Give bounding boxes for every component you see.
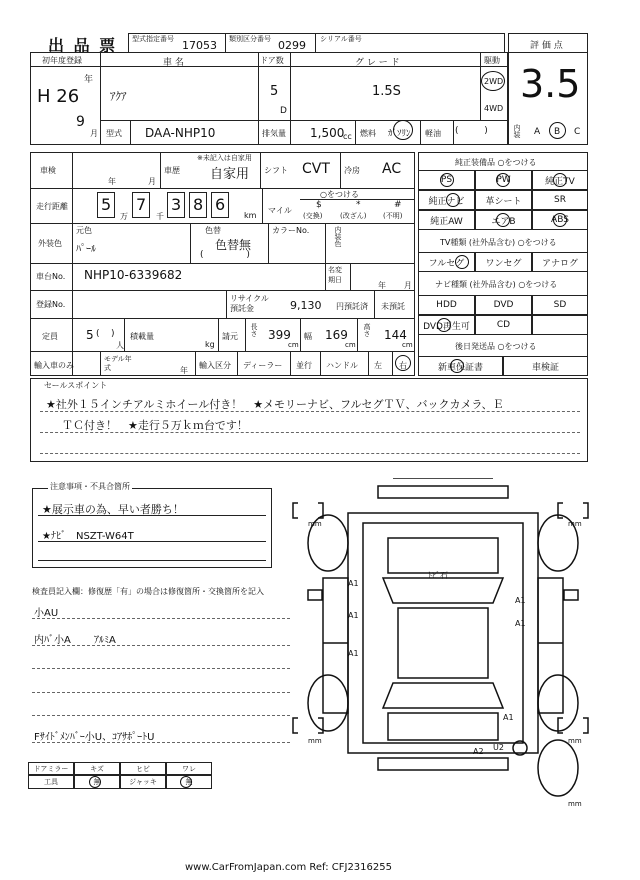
equip-navi: 純正ナビ <box>418 190 475 210</box>
reg-label: 登録No. <box>36 300 66 309</box>
chassis-value: NHP10-6339682 <box>84 268 183 282</box>
person-unit: 人 <box>116 341 124 350</box>
model-year-label: モデル年式 <box>104 355 132 372</box>
sheet-title: 出 品 票 <box>48 36 118 55</box>
recycle-status: 円預託済 <box>336 302 368 311</box>
import-dealer: ディーラー <box>243 361 283 370</box>
equip-tv-circle <box>553 173 567 187</box>
drive-2wd-circle <box>481 71 505 91</box>
import-cat-label: 輸入区分 <box>199 361 231 370</box>
category-value: 0299 <box>278 39 306 52</box>
tool-value: 無 <box>74 775 120 789</box>
meter-check-label: ○をつける <box>320 190 359 199</box>
tool-label: 工具 <box>28 775 74 789</box>
car-damage-diagram <box>288 478 598 808</box>
type-cert-label: 型式指定番号 <box>132 35 174 43</box>
mile-label: マイル <box>268 206 292 215</box>
later-warranty-circle <box>450 359 464 373</box>
jack-value: 無 <box>166 775 212 789</box>
inspection-year-unit: 年 <box>108 177 116 186</box>
diagram-label-a1-2: A1 <box>515 596 526 605</box>
height-cm: cm <box>402 341 413 349</box>
handle-left: 左 <box>374 361 382 370</box>
diagram-label-a1-3: A1 <box>348 611 359 620</box>
color-label: 外装色 <box>38 239 62 248</box>
notes-label: 注意事項・不具合箇所 <box>50 482 130 491</box>
car-name-label: 車 名 <box>163 58 184 68</box>
height-value: 144 <box>384 328 407 342</box>
month-unit: 月 <box>90 129 98 138</box>
inspector-line2: 内ﾊﾞ小A ｱﾙﾐA <box>34 635 116 646</box>
car-name-value: ｱｸｱ <box>110 90 127 103</box>
length-value: 399 <box>268 328 291 342</box>
length-label: 長さ <box>250 323 258 337</box>
kg-unit: kg <box>205 340 215 349</box>
equip-aw: 純正AW <box>418 210 475 230</box>
shift-label: シフト <box>264 166 288 175</box>
tool-value-circle <box>89 776 101 788</box>
fuel-circle <box>393 120 413 140</box>
ac-value: AC <box>382 161 402 177</box>
category-label: 類別区分番号 <box>229 35 271 43</box>
sales-point-line2: ＴＣ付き！ ★走行５万ｋｍ台です！ <box>62 419 248 432</box>
height-label: 高さ <box>363 323 371 337</box>
handle-label: ハンドル <box>326 361 358 370</box>
diagram-label-a1-6: A1 <box>503 713 514 722</box>
year-unit: 年 <box>84 75 94 85</box>
diagram-mm-rl: mm <box>308 737 322 745</box>
model-value: DAA-NHP10 <box>145 126 216 140</box>
sales-point-line1: ★社外１５インチアルミホイール付き！ ★メモリーナビ、フルセグＴＶ、バックカメラ、Ｅ <box>46 398 504 411</box>
interior-a: A <box>534 127 541 137</box>
color-change-value: 色替無 <box>215 238 252 252</box>
diagram-mm-spare: mm <box>568 800 582 808</box>
color-no-label: カラーNo. <box>272 226 310 235</box>
equip-abs-circle <box>553 213 567 227</box>
drive-4wd: 4WD <box>484 104 504 113</box>
capacity-label: 定員 <box>42 332 58 341</box>
score-label: 評 価 点 <box>530 41 563 51</box>
equip-tv: 純正TV <box>532 170 588 190</box>
handle-right: 右 <box>399 361 407 370</box>
recycle-label: リサイクル預託金 <box>230 294 269 313</box>
displacement-label: 排気量 <box>262 129 286 138</box>
navi-label: ナビ種類 (社外品含む) ○をつける <box>435 280 558 289</box>
sales-point-label: セールスポイント <box>44 381 108 390</box>
equip-ps-circle <box>440 173 454 187</box>
navi-sd: SD <box>532 295 588 315</box>
diagram-mm-rr: mm <box>568 737 582 745</box>
later-label: 後日発送品 ○をつける <box>455 342 537 351</box>
scratch-label: キズ <box>74 762 120 775</box>
diagram-label-a1-5: A1 <box>348 649 359 658</box>
first-reg-month: 9 <box>76 114 85 130</box>
usage-note: ※未記入は自家用 <box>197 154 252 162</box>
break-label: ワレ <box>166 762 212 775</box>
diagram-mm-fr: mm <box>568 520 582 528</box>
equip-sr: SR <box>532 190 588 210</box>
jack-value-circle <box>180 776 192 788</box>
width-cm: cm <box>345 341 356 349</box>
equip-airbag: エアB <box>475 210 532 230</box>
diagram-label-a2: A2 <box>473 747 484 756</box>
notes-line1: ★展示車の為、早い者勝ち！ <box>42 503 184 516</box>
name-change-label: 名変期日 <box>328 266 342 284</box>
mileage-digit-3: 3 <box>171 195 182 214</box>
color-change-label: 色替 <box>205 226 221 235</box>
mileage-label: 走行距離 <box>36 202 68 211</box>
chassis-label: 車台No. <box>36 272 66 281</box>
drive-2wd: 2WD <box>484 77 504 86</box>
drive-label: 駆動 <box>484 56 500 65</box>
door-mirror-label: ドアミラー <box>28 762 74 775</box>
tv-full-circle <box>455 255 469 269</box>
interior-color-label: 内装色 <box>334 226 342 247</box>
navi-cd: CD <box>475 315 532 335</box>
later-inspection-cert: 車検証 <box>503 356 588 376</box>
tv-full: フルセグ <box>418 252 475 272</box>
meter-swap-label: (交換) <box>303 212 323 220</box>
fuel-label: 燃料 <box>360 129 376 138</box>
diagram-mm-fl: mm <box>308 520 322 528</box>
navi-dvd: DVD <box>475 295 532 315</box>
orig-color-value: ﾊﾟｰﾙ <box>76 244 96 255</box>
equip-abs: ABS <box>532 210 588 230</box>
displacement-value: 1,500 <box>310 126 345 140</box>
import-label: 輸入車のみ <box>34 361 74 370</box>
mileage-digit-5: 6 <box>215 195 226 214</box>
capacity-paren: ( ) <box>96 329 115 339</box>
model-label: 型式 <box>106 129 122 138</box>
mileage-km: km <box>244 211 257 220</box>
ac-label: 冷房 <box>344 166 360 175</box>
meter-tamper-label: (改ざん) <box>340 212 367 220</box>
footer-ref: www.CarFromJapan.com Ref: CFJ2316255 <box>185 862 392 873</box>
inspector-line5: Fｻｲﾄﾞﾒﾝﾊﾞｰ小U、ｺｱｻﾎﾟｰﾄU <box>34 732 155 743</box>
diagram-label-u2: U2 <box>493 743 504 752</box>
inspection-month-unit: 月 <box>148 177 156 186</box>
interior-label: 内装 <box>513 124 521 138</box>
light-oil: 軽油 <box>425 129 441 138</box>
mileage-digit-4: 8 <box>193 195 204 214</box>
usage-value: 自家用 <box>210 167 250 182</box>
inspection-label: 車検 <box>40 166 56 175</box>
grade-label: グ レ ー ド <box>355 58 400 68</box>
width-value: 169 <box>325 328 348 342</box>
mileage-sen: 千 <box>156 212 164 221</box>
meter-tamper: * <box>356 200 361 210</box>
diagram-label-chip: ﾄﾋﾞ石 <box>428 571 448 580</box>
navi-dvd-play-circle <box>437 318 451 332</box>
tv-label: TV種類 (社外品含む) ○をつける <box>440 238 557 247</box>
mileage-digit-1: 5 <box>101 195 112 214</box>
orig-color-label: 元色 <box>76 226 92 235</box>
width-label: 幅 <box>304 332 312 341</box>
mileage-man: 万 <box>120 212 128 221</box>
recycle-value: 9,130 <box>290 299 322 312</box>
cc-unit: cc <box>343 132 352 141</box>
color-paren: ( ) <box>200 250 250 260</box>
navi-empty <box>532 315 588 335</box>
length-cm: cm <box>288 341 299 349</box>
equip-pw-circle <box>496 173 510 187</box>
tv-one: ワンセグ <box>475 252 532 272</box>
meter-swap: $ <box>316 200 322 210</box>
inspector-label: 検査員記入欄：修復歴「有」の場合は修復箇所・交換箇所を記入 <box>32 587 264 596</box>
notes-line2: ★ﾅﾋﾞ NSZT-W64T <box>42 531 134 542</box>
load-label: 積載量 <box>130 332 154 341</box>
import-parallel: 並行 <box>296 361 312 370</box>
doors-label: ドア数 <box>260 56 284 65</box>
inspector-line1: 小AU <box>34 608 59 619</box>
genuine-label: 純正装備品 ○をつける <box>455 158 537 167</box>
jack-label: ジャッキ <box>120 775 166 789</box>
name-change-date: 年 月 <box>378 281 412 290</box>
meter-unknown-label: (不明) <box>383 212 403 220</box>
light-oil-paren: ( ) <box>455 126 488 136</box>
doors-value: 5 <box>270 84 279 99</box>
first-reg-label: 初年度登録 <box>42 56 82 65</box>
later-warranty: 新車保証書 <box>418 356 503 376</box>
diagram-label-a1-1: A1 <box>348 579 359 588</box>
equip-pw: PW <box>475 170 532 190</box>
interior-b: B <box>554 127 561 137</box>
shift-value: CVT <box>302 161 330 177</box>
diagram-label-a1-4: A1 <box>515 619 526 628</box>
navi-dvd-play: DVD再生可 <box>418 315 475 335</box>
tv-analog: アナログ <box>532 252 588 272</box>
equip-navi-circle <box>446 193 460 207</box>
usage-label: 車歴 <box>164 166 180 175</box>
interior-c: C <box>574 127 581 137</box>
handle-right-circle <box>395 355 411 371</box>
model-year-unit: 年 <box>180 366 188 375</box>
equip-airbag-circle <box>496 213 510 227</box>
grade-value: 1.5S <box>372 84 401 99</box>
type-cert-value: 17053 <box>182 39 217 52</box>
crack-label: ヒビ <box>120 762 166 775</box>
equip-ps: PS <box>418 170 475 190</box>
serial-label: シリアル番号 <box>320 35 362 43</box>
interior-b-circle <box>549 122 566 139</box>
mileage-digit-2: 7 <box>136 195 147 214</box>
equip-leather: 革シート <box>475 190 532 210</box>
price-label: 請元 <box>222 332 238 341</box>
recycle-unpaid: 未預託 <box>381 302 405 311</box>
first-reg-era: H 26 <box>37 86 80 107</box>
meter-unknown: # <box>394 200 402 210</box>
score-value: 3.5 <box>520 62 581 106</box>
capacity-value: 5 <box>86 328 94 342</box>
doors-suffix: D <box>280 106 287 116</box>
navi-hdd: HDD <box>418 295 475 315</box>
fuel-value: ｶﾞｿﾘﾝ <box>388 129 411 139</box>
